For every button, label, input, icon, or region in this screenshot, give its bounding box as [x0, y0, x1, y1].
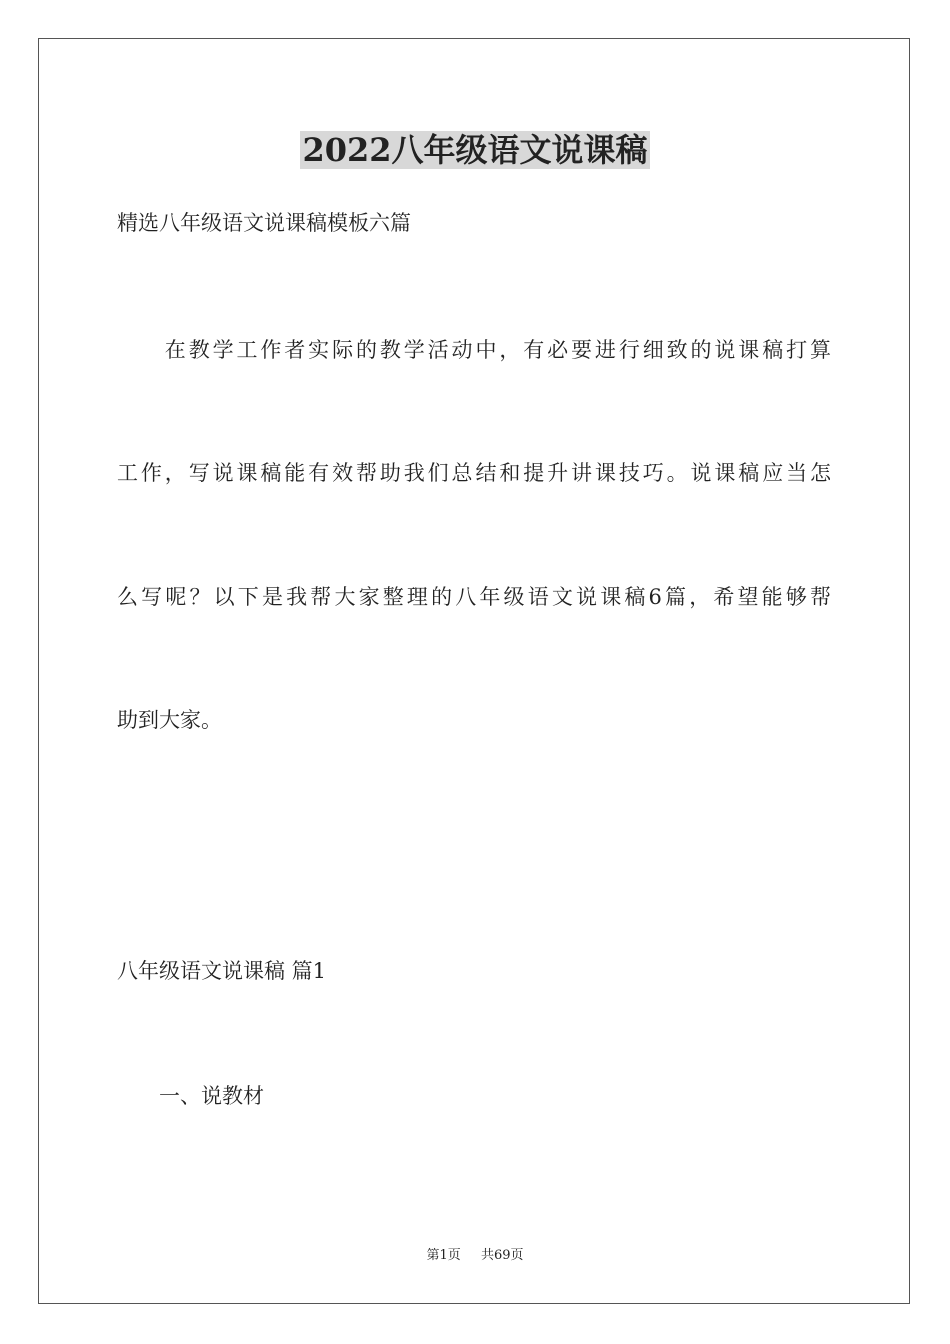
intro-line-4: 助到大家。 — [117, 708, 222, 732]
subsection-heading: 一、说教材 — [117, 1084, 264, 1108]
document-title — [0, 128, 950, 172]
intro-line-1: 在教学工作者实际的教学活动中，有必要进行细致的说课稿打算 — [117, 338, 831, 362]
intro-line-3: 么写呢？以下是我帮大家整理的八年级语文说课稿6篇，希望能够帮 — [117, 585, 831, 609]
section-heading: 八年级语文说课稿 篇1 — [117, 959, 327, 983]
page-number-current: 第1页 — [426, 1248, 461, 1263]
intro-line-2: 工作，写说课稿能有效帮助我们总结和提升讲课技巧。说课稿应当怎 — [117, 461, 831, 485]
document-title-text: 2022八年级语文说课稿 — [302, 131, 648, 169]
document-subtitle: 精选八年级语文说课稿模板六篇 — [117, 211, 411, 235]
page-number-total: 共69页 — [480, 1248, 524, 1263]
page-footer — [0, 1246, 950, 1266]
